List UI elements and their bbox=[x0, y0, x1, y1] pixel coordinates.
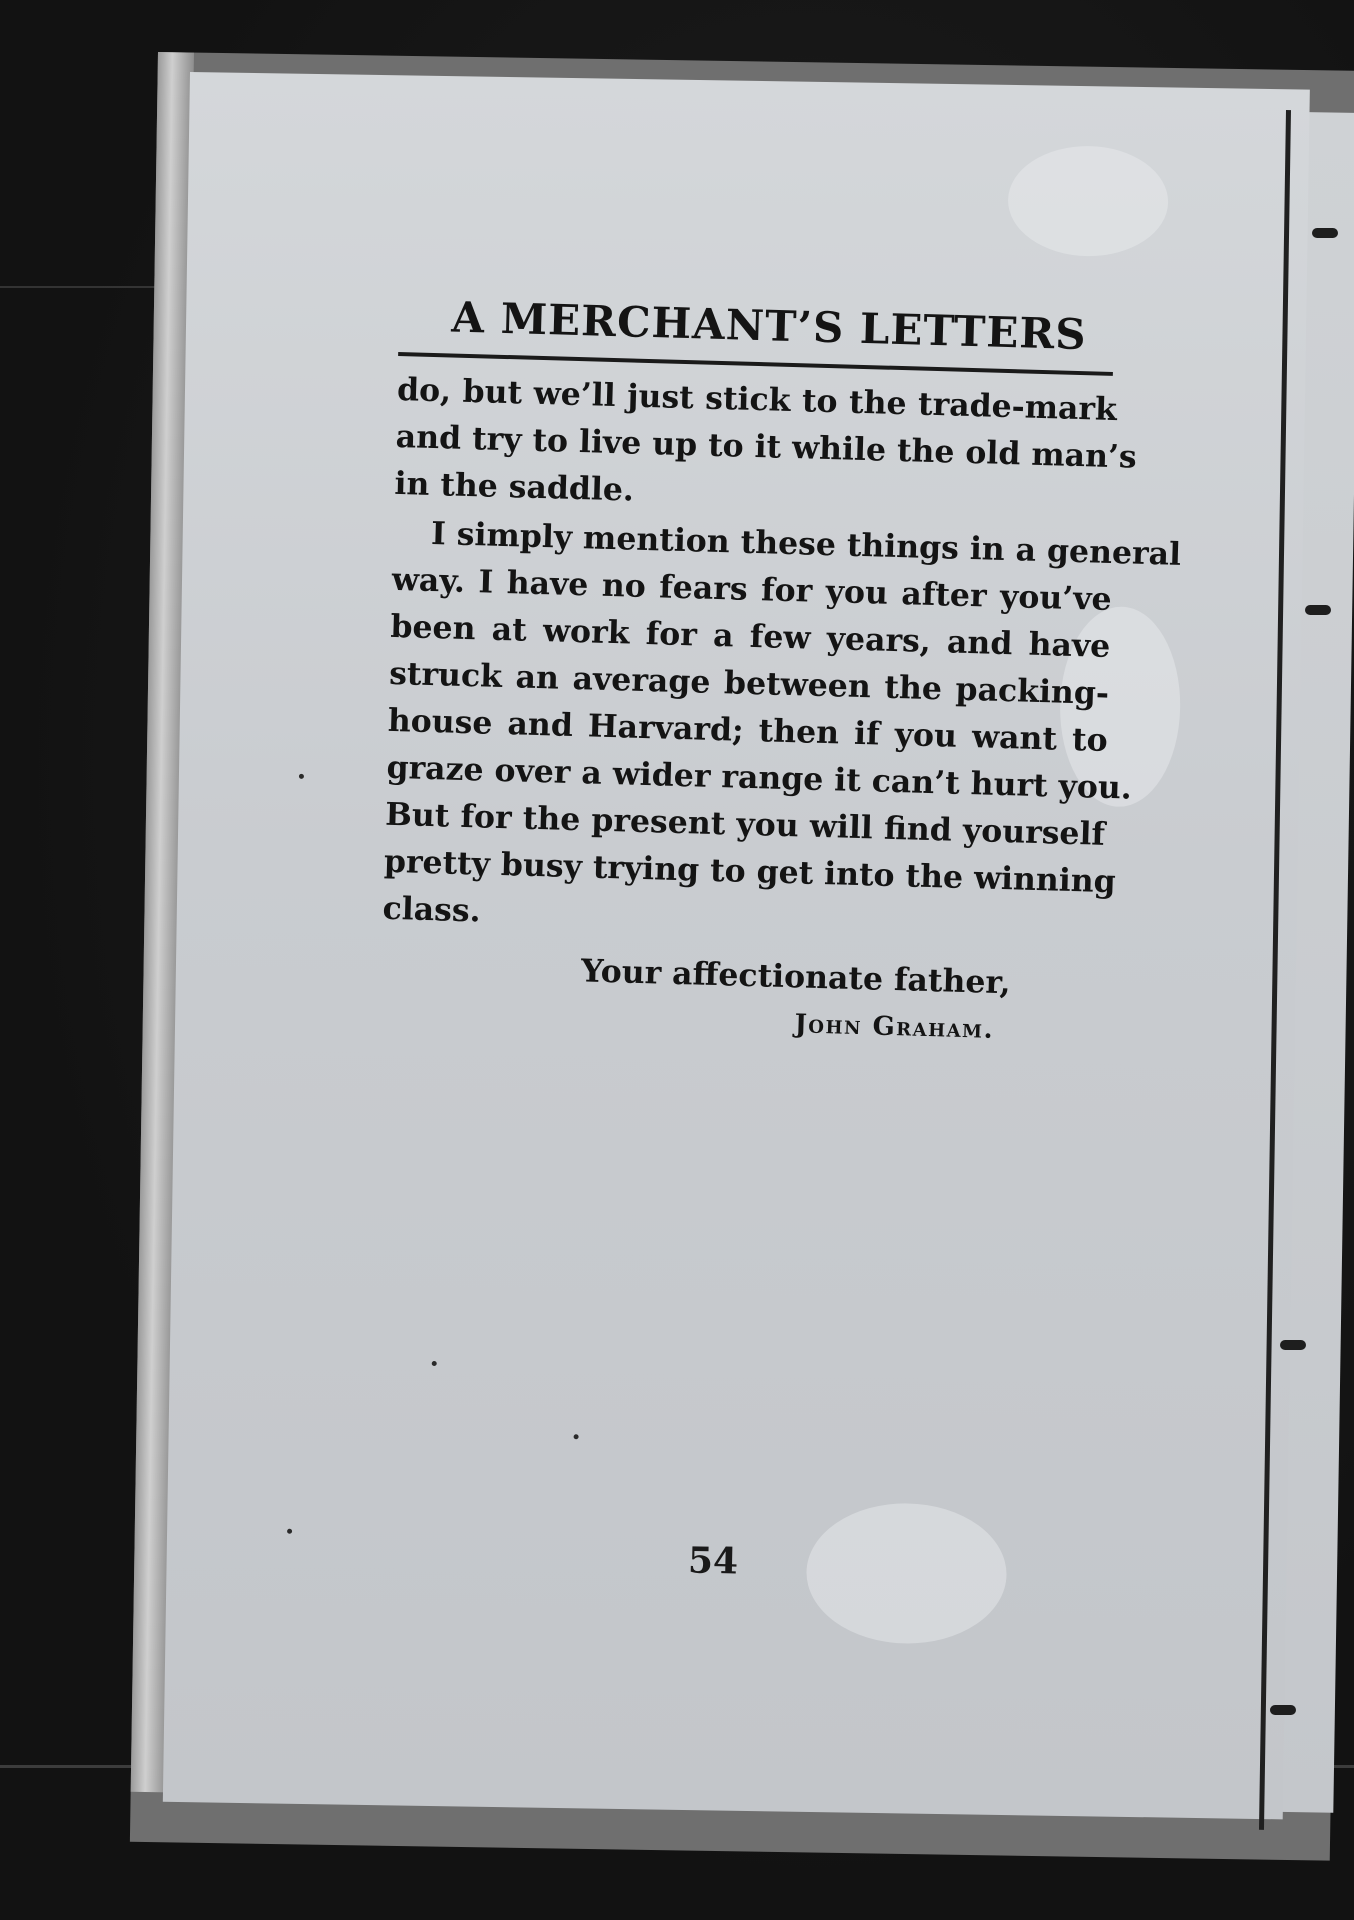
text-line: do, but we’ll just stick to the trade-mark bbox=[396, 370, 1118, 429]
text-line: in the saddle. bbox=[394, 464, 635, 509]
paper-speck bbox=[287, 1529, 292, 1534]
paper-speck bbox=[574, 1434, 579, 1439]
running-head: A MERCHANT’S LETTERS bbox=[450, 292, 1088, 360]
text-line: class. bbox=[382, 889, 482, 930]
text-line: house and Harvard; then if you want to bbox=[387, 701, 1109, 759]
paragraph bbox=[382, 509, 1182, 952]
binding-stitch bbox=[1270, 1705, 1296, 1715]
page-text-block bbox=[379, 288, 1182, 1053]
text-line: struck an average between the packing- bbox=[388, 654, 1110, 712]
binding-stitch bbox=[1280, 1340, 1306, 1350]
binding-stitch bbox=[1305, 605, 1331, 615]
binding-stitch bbox=[1312, 228, 1338, 238]
text-line: way. I have no fears for you after you’ve bbox=[391, 560, 1113, 618]
paper-speck bbox=[432, 1361, 437, 1366]
text-line: graze over a wider range it can’t hurt you. bbox=[386, 748, 1133, 807]
letter-signature: John Graham. bbox=[794, 1009, 995, 1045]
paragraph bbox=[394, 366, 1138, 527]
paper-speck bbox=[299, 774, 304, 779]
letter-closing: Your affectionate father, bbox=[580, 952, 1012, 1002]
page-number: 54 bbox=[687, 1539, 739, 1583]
text-line: I simply mention these things in a general bbox=[430, 514, 1182, 573]
text-line: pretty busy trying to get into the winning bbox=[383, 842, 1117, 901]
paper-wear bbox=[1007, 145, 1169, 257]
text-line: and try to live up to it while the old man’s bbox=[395, 417, 1138, 476]
text-line: But for the present you will find yourself bbox=[384, 795, 1106, 853]
paper-wear bbox=[805, 1502, 1007, 1645]
text-line: been at work for a few years, and have bbox=[390, 607, 1111, 665]
